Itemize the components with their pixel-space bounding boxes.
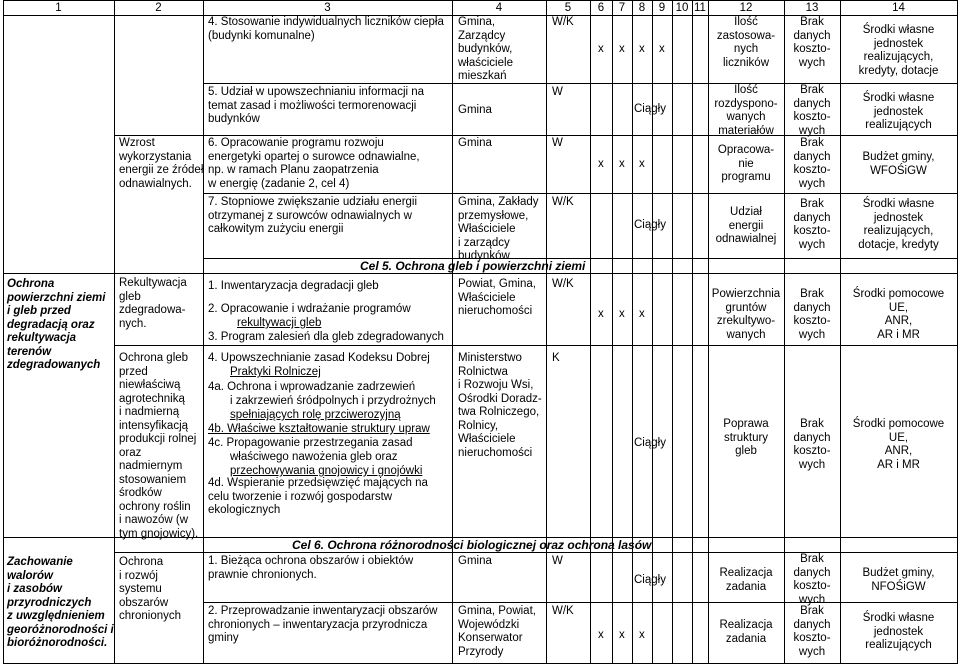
task-7: 7. Stopniowe zwiększanie udziału energii otrzymanej z surowców odnawialnych w całkowitym zużyciu energii — [208, 196, 418, 235]
mark-x: x — [619, 308, 625, 320]
task-soil-4aa-line3: spełniających rolę przciwerozyjną — [230, 409, 401, 421]
indicator-r2: Ilość rozdyspono- wanych materiałów — [714, 84, 778, 137]
col-header-12: 12 — [739, 2, 753, 14]
direction-renewable-energy: Wzrost wykorzystania energii ze źródeł odnawialnych. — [119, 137, 204, 190]
col-header-1: 1 — [55, 2, 62, 14]
funding-r4: Środki własne jednostek realizujących, dotacje, kredyty — [858, 198, 939, 251]
type-bio-2: W/K — [552, 605, 574, 617]
task-soil-1: 1. Inwentaryzacja degradacji gleb — [208, 280, 379, 292]
mark-x: x — [639, 158, 645, 170]
type-soil-4: K — [552, 352, 560, 364]
grid-line — [672, 0, 673, 664]
responsible-r3: Gmina — [458, 137, 492, 149]
goal-nature-values: Zachowanie walorów i zasobów przyrodniczych z uwzględnieniem georóżnorodności i bioróżnorodności. — [7, 556, 114, 649]
col-header-3: 3 — [324, 2, 331, 14]
task-soil-4a-line2: Praktyki Rolniczej — [230, 366, 321, 378]
mark-x: x — [598, 43, 604, 55]
task-soil-4b: 4b. Właściwe kształtowanie struktury upraw — [208, 423, 430, 435]
task-soil-2a: 2. Opracowanie i wdrażanie programów — [208, 303, 411, 315]
type-r2: W — [552, 86, 563, 98]
funding-soil-1: Środki pomocowe UE, ANR, AR i MR — [852, 288, 945, 341]
task-soil-4d: 4d. Wspieranie przedsięwzięć mających na celu tworzenie i rozwój gospodarstw ekologicznych — [208, 477, 428, 516]
cost-soil-4: Brak danych koszto- wych — [793, 418, 831, 471]
grid-line — [114, 0, 115, 664]
indicator-r1: Ilość zastosowa- nych liczników — [716, 16, 776, 69]
type-soil-1: W/K — [552, 278, 574, 290]
grid-line — [203, 0, 204, 664]
col-header-9: 9 — [658, 2, 666, 14]
indicator-r4: Udział energii odnawialnej — [715, 206, 777, 245]
col-header-2: 2 — [155, 2, 162, 14]
responsible-r2: Gmina — [458, 104, 492, 116]
responsible-soil-4: Ministerstwo Rolnictwa i Rozwoju Wsi, Ośrodki Doradz- twa Rolniczego, Rolnicy, Właściciele nieruchomości — [458, 352, 542, 459]
goal-soil-protection: Ochrona powierzchni ziemi i gleb przed degradacją oraz rekultywacja terenów zdegradowanych — [7, 278, 106, 371]
task-bio-1: 1. Bieżąca ochrona obszarów i obiektów prawnie chronionych. — [208, 555, 414, 581]
task-soil-4c-line2: właściwego nawożenia gleb oraz — [230, 451, 398, 463]
task-bio-2: 2. Przeprowadzanie inwentaryzacji obszarów chronionych – inwentaryzacja przyrodnicza gminy — [208, 605, 438, 644]
task-soil-4c-line3: przechowywania gnojowicy i gnojówki — [230, 465, 423, 477]
cost-r4: Brak danych koszto- wych — [793, 198, 831, 251]
grid-line — [3, 273, 958, 274]
section-title-cel6: Cel 6. Ochrona różnorodności biologicznej oraz ochrona lasów — [292, 538, 652, 552]
grid-line — [957, 0, 958, 664]
direction-protected-areas: Ochrona i rozwój systemu obszarów chronionych — [119, 556, 182, 622]
mark-continuous: Ciągły — [634, 437, 666, 449]
mark-continuous: Ciągły — [634, 574, 666, 586]
col-header-14: 14 — [892, 2, 905, 14]
cost-soil-1: Brak danych koszto- wych — [793, 288, 831, 341]
task-soil-4aa-line1: 4a. Ochrona i wprowadzanie zadrzewień — [208, 381, 416, 393]
task-6: 6. Opracowanie programu rozwoju energetyki opartej o surowce odnawialne, np. w ramach Planu zaopatrzenia w energię (zadanie 2, cel 4) — [208, 137, 420, 190]
funding-bio-2: Środki własne jednostek realizujących — [862, 612, 935, 651]
col-header-10: 10 — [675, 2, 689, 14]
mark-x: x — [598, 158, 604, 170]
grid-line — [590, 0, 591, 664]
cost-r3: Brak danych koszto- wych — [793, 137, 831, 190]
mark-x: x — [619, 158, 625, 170]
mark-x: x — [619, 629, 625, 641]
grid-line — [203, 602, 958, 603]
indicator-bio-1: Realizacja zadania — [719, 567, 773, 593]
cost-bio-2: Brak danych koszto- wych — [793, 605, 831, 658]
cost-r1: Brak danych koszto- wych — [793, 16, 831, 69]
indicator-soil-4: Poprawa struktury gleb — [723, 418, 769, 457]
mark-x: x — [639, 43, 645, 55]
col-header-5: 5 — [564, 2, 572, 14]
cost-r2: Brak danych koszto- wych — [793, 84, 831, 137]
responsible-bio-2: Gmina, Powiat, Wojewódzki Konserwator Przyrody — [458, 605, 536, 658]
indicator-bio-2: Realizacja zadania — [719, 619, 773, 645]
task-soil-4aa-line2: i zakrzewień śródpolnych i przydrożnych — [230, 395, 436, 407]
grid-line — [3, 0, 4, 664]
grid-line — [652, 0, 653, 664]
task-soil-4c-line1: 4c. Propagowanie przestrzegania zasad — [208, 437, 413, 449]
responsible-r1: Gmina, Zarządcy budynków, właściciele mieszkań — [458, 16, 513, 82]
col-header-4: 4 — [495, 2, 503, 14]
task-4: 4. Stosowanie indywidualnych liczników ciepła (budynki komunalne) — [208, 16, 444, 42]
mark-x: x — [639, 308, 645, 320]
col-header-8: 8 — [638, 2, 646, 14]
funding-r2: Środki własne jednostek realizujących — [862, 92, 935, 131]
indicator-soil-1: Powierzchnia gruntów zrekultywo- wanych — [711, 288, 781, 341]
type-bio-1: W — [552, 555, 563, 567]
grid-line — [114, 345, 958, 346]
funding-r3: Budżet gminy, WFOŚiGW — [862, 151, 935, 177]
direction-soil-protection: Ochrona gleb przed niewłaściwą agrotechniką i nadmierną intensyfikacją produkcji rolnej oraz nadmiernym stosowaniem środków ochrony roślin i nawozów (w tym gnojowicy). — [119, 352, 199, 540]
grid-line — [452, 0, 453, 664]
grid-line — [203, 83, 958, 84]
mark-x: x — [639, 629, 645, 641]
indicator-r3: Opracowa- nie programu — [717, 144, 775, 183]
col-header-11: 11 — [694, 2, 706, 14]
task-5: 5. Udział w upowszechnianiu informacji na temat zasad i możliwości termorenowacji budynków — [208, 86, 425, 125]
responsible-bio-1: Gmina — [458, 555, 492, 567]
responsible-r4: Gmina, Zakłady przemysłowe, Właściciele i zarządcy budynków — [458, 196, 539, 262]
funding-r1: Środki własne jednostek realizujących, kredyty, dotacje — [858, 24, 939, 77]
grid-line — [692, 0, 693, 664]
grid-line — [203, 193, 958, 194]
task-soil-4a-line1: 4. Upowszechnianie zasad Kodeksu Dobrej — [208, 352, 430, 364]
grid-line — [632, 0, 633, 664]
type-r1: W/K — [552, 16, 574, 28]
mark-x: x — [598, 308, 604, 320]
mark-x: x — [598, 629, 604, 641]
task-soil-3: 3. Program zalesień dla gleb zdegradowanych — [208, 331, 444, 343]
cost-bio-1: Brak danych koszto- wych — [793, 553, 831, 606]
section-title-cel5: Cel 5. Ochrona gleb i powierzchni ziemi — [360, 259, 586, 273]
mark-x: x — [619, 43, 625, 55]
funding-soil-4: Środki pomocowe UE, ANR, AR i MR — [852, 418, 945, 471]
direction-soil-reclamation: Rekultywacja gleb zdegradowa- nych. — [119, 277, 187, 330]
type-r3: W — [552, 137, 563, 149]
col-header-13: 13 — [805, 2, 819, 14]
col-header-6: 6 — [597, 2, 605, 14]
type-r4: W/K — [552, 196, 574, 208]
grid-line — [612, 0, 613, 664]
grid-line — [546, 0, 547, 664]
mark-continuous: Ciągły — [634, 219, 666, 231]
col-header-7: 7 — [618, 2, 626, 14]
mark-continuous: Ciągły — [634, 103, 666, 115]
mark-x: x — [659, 43, 665, 55]
responsible-soil-1: Powiat, Gmina, Właściciele nieruchomości — [458, 278, 536, 317]
grid-line — [3, 0, 958, 1]
task-soil-2b: rekultywacji gleb — [237, 317, 322, 329]
funding-bio-1: Budżet gminy, NFOŚiGW — [862, 567, 935, 593]
